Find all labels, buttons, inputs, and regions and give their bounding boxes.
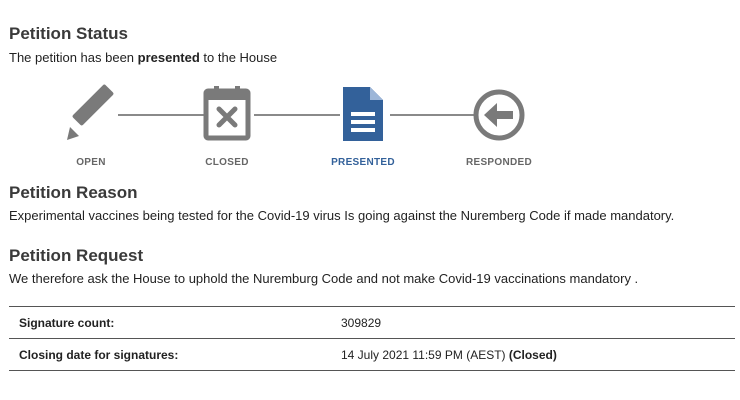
closing-date-text: 14 July 2021 11:59 PM (AEST) — [341, 347, 509, 362]
status-sentence — [9, 50, 277, 65]
signature-count-value — [331, 307, 735, 339]
status-sentence-start: The petition has been — [9, 50, 138, 65]
step-closed — [172, 80, 282, 168]
pencil-icon — [56, 80, 126, 150]
step-presented — [308, 80, 418, 168]
status-sentence-end: to the House — [199, 50, 278, 65]
document-icon — [328, 80, 398, 150]
step-responded — [444, 80, 554, 168]
step-label: CLOSED — [205, 157, 249, 168]
step-open — [36, 80, 146, 168]
calendar-x-icon — [192, 80, 262, 150]
signature-count-number: 309829 — [341, 315, 382, 330]
reason-heading: Petition Reason — [9, 183, 138, 202]
signature-count-label: Signature count: — [9, 307, 331, 339]
status-value: presented — [137, 50, 200, 65]
table-row — [9, 339, 735, 371]
arrow-left-circle-icon — [464, 80, 534, 150]
status-heading: Petition Status — [9, 24, 129, 43]
step-label: PRESENTED — [331, 157, 395, 168]
closing-date-value — [331, 339, 735, 371]
step-label: RESPONDED — [465, 157, 533, 168]
step-label: OPEN — [76, 157, 106, 168]
request-heading: Petition Request — [9, 246, 144, 265]
table-row — [9, 307, 735, 339]
details-table — [9, 306, 735, 371]
closing-date-label: Closing date for signatures: — [9, 339, 331, 371]
status-stepper — [0, 80, 740, 175]
request-text: We therefore ask the House to uphold the Nuremburg Code and not make Covid-19 vaccinations mandatory . — [9, 271, 639, 286]
closed-status: (Closed) — [508, 347, 557, 362]
reason-text: Experimental vaccines being tested for the Covid-19 virus Is going against the Nuremberg Code if made mandatory. — [9, 208, 675, 223]
